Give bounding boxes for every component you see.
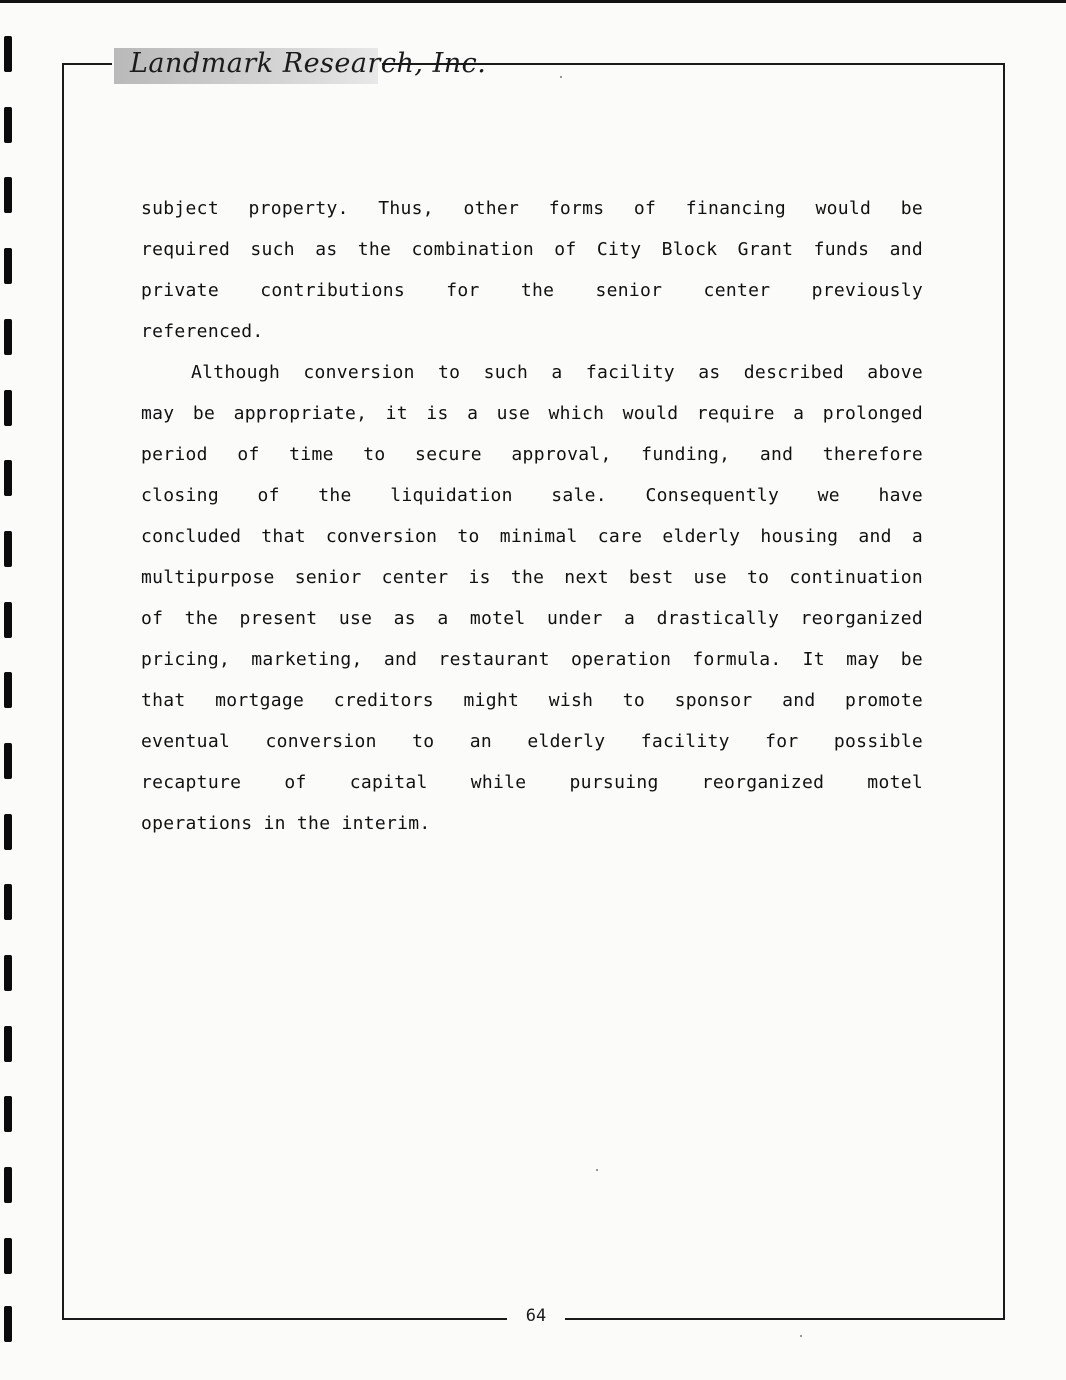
text-line: period of time to secure approval, funding, and therefore [141,444,923,465]
text-line: of the present use as a motel under a drastically reorganized [141,608,923,629]
text-line: eventual conversion to an elderly facility for possible [141,731,923,752]
scan-speck [596,1169,598,1171]
text-line: closing of the liquidation sale. Consequently we have [141,485,923,506]
company-name: Landmark Research, Inc. [130,48,487,79]
binding-hole [4,743,12,779]
binding-hole [4,814,12,850]
text-line: private contributions for the senior center previously [141,280,923,301]
paragraph-2 [141,352,923,844]
binding-hole [4,531,12,567]
text-line: multipurpose senior center is the next best use to continuation [141,567,923,588]
binding-hole [4,248,12,284]
scan-speck [800,1335,802,1337]
top-edge-line [0,0,1066,3]
binding-hole [4,319,12,355]
binding-hole [4,390,12,426]
page-number: 64 [525,1306,547,1326]
binding-hole [4,1238,12,1274]
binding-hole [4,1096,12,1132]
page-number-area [507,1304,565,1334]
binding-hole [4,1167,12,1203]
text-line: subject property. Thus, other forms of financing would be [141,198,923,219]
text-line: required such as the combination of City Block Grant funds and [141,239,923,260]
binding-holes [0,0,30,1380]
document-body [141,188,923,844]
binding-hole [4,1306,12,1342]
binding-hole [4,955,12,991]
text-line: concluded that conversion to minimal care elderly housing and a [141,526,923,547]
binding-hole [4,1026,12,1062]
scan-speck [560,76,562,78]
binding-hole [4,672,12,708]
text-line: operations in the interim. [141,813,431,834]
text-line: referenced. [141,321,264,342]
binding-hole [4,36,12,72]
binding-hole [4,884,12,920]
binding-hole [4,602,12,638]
binding-hole [4,460,12,496]
text-line: may be appropriate, it is a use which would require a prolonged [141,403,923,424]
company-logo [112,46,487,86]
text-line: Although conversion to such a facility as described above [191,362,923,383]
paragraph-1 [141,188,923,352]
binding-hole [4,107,12,143]
text-line: pricing, marketing, and restaurant operation formula. It may be [141,649,923,670]
text-line: that mortgage creditors might wish to sponsor and promote [141,690,923,711]
binding-hole [4,177,12,213]
text-line: recapture of capital while pursuing reorganized motel [141,772,923,793]
